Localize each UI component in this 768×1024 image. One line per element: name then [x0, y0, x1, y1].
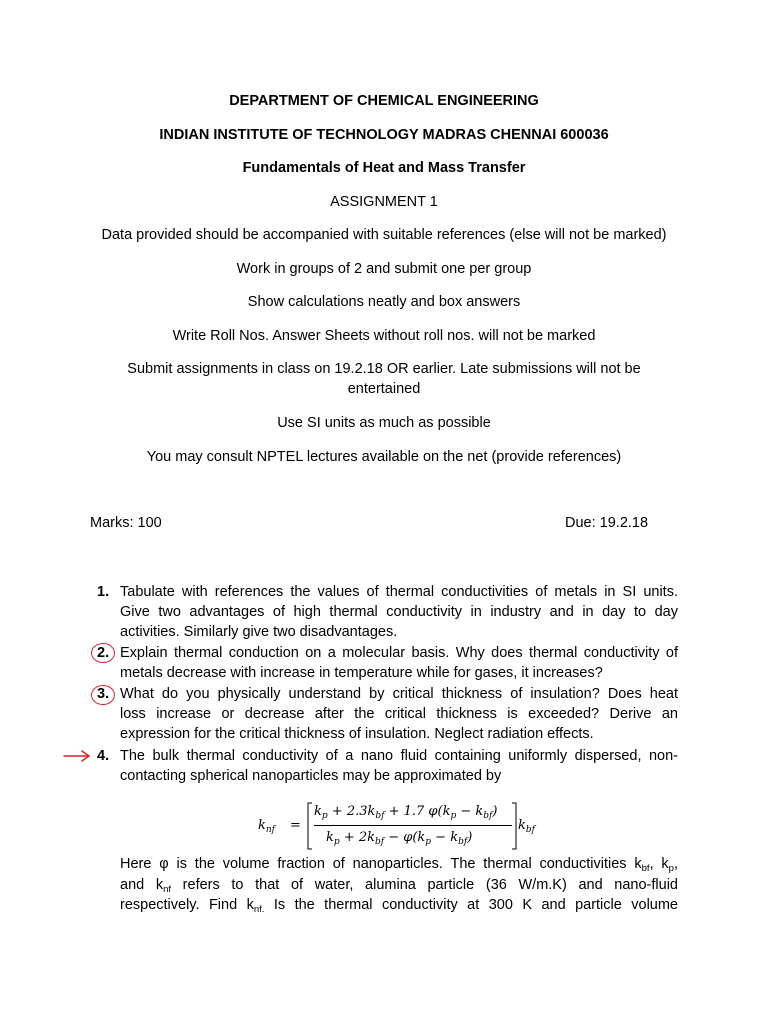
course-title: Fundamentals of Heat and Mass Transfer — [242, 160, 526, 176]
formula-lhs: $k_{nf}$ — [258, 818, 276, 835]
institute-title: INDIAN INSTITUTE OF TECHNOLOGY MADRAS CHENNAI 600036 — [159, 127, 609, 143]
question-2-line-2: metals decrease with increase in temperature while for gases, it increases? — [120, 665, 603, 681]
question-2-number: 2. — [97, 645, 110, 661]
instruction-references: Data provided should be accompanied with suitable references (else will not be marked) — [101, 227, 667, 243]
question-4-line-5: respectively. Find $k_{nf.}$ Is the thermal conductivity at 300 K and particle volume — [120, 897, 678, 915]
marks-label: Marks: 100 — [90, 515, 162, 531]
question-3-line-1: What do you physically understand by critical thickness of insulation? Does heat — [120, 686, 678, 702]
formula-factor: $k_{bf}$ — [518, 818, 535, 835]
department-title: DEPARTMENT OF CHEMICAL ENGINEERING — [229, 93, 539, 109]
instruction-groups: Work in groups of 2 and submit one per group — [236, 261, 532, 277]
red-arrow-icon — [62, 748, 92, 764]
formula-equals: = — [290, 818, 301, 833]
formula-denominator: $k_p + 2k_{bf} - \varphi(k_p - k_{bf})$ — [326, 830, 473, 847]
question-3-line-2: loss increase or decrease after the critical thickness is exceeded? Derive an — [120, 706, 678, 722]
question-3-line-3: expression for the critical thickness of insulation. Neglect radiation effects. — [120, 726, 594, 742]
assignment-title: ASSIGNMENT 1 — [330, 194, 438, 210]
question-3-number: 3. — [97, 686, 110, 702]
formula-right-bracket — [510, 802, 518, 850]
question-1-line-2: Give two advantages of high thermal conductivity in industry and in day to day — [120, 604, 678, 620]
question-2-line-1: Explain thermal conduction on a molecular basis. Why does thermal conductivity of — [120, 645, 678, 661]
formula-fraction-bar — [314, 825, 512, 826]
question-1-line-1: Tabulate with references the values of thermal conductivities of metals in SI units. — [120, 584, 678, 600]
instruction-calculations: Show calculations neatly and box answers — [247, 294, 521, 310]
question-4-line-4: and $k_{nf}$ refers to that of water, alumina particle (36 W/m.K) and nano-fluid — [120, 877, 678, 895]
instruction-submit-line-1: Submit assignments in class on 19.2.18 OR earlier. Late submissions will not be — [127, 361, 641, 377]
question-1-line-3: activities. Similarly give two disadvantages. — [120, 624, 398, 640]
thermal-conductivity-formula — [258, 802, 558, 852]
question-4-line-1: The bulk thermal conductivity of a nano fluid containing uniformly dispersed, non- — [120, 748, 678, 764]
question-1-number: 1. — [97, 584, 110, 600]
question-4-number: 4. — [97, 748, 110, 764]
instruction-roll-nos: Write Roll Nos. Answer Sheets without roll nos. will not be marked — [172, 328, 596, 344]
question-4-line-3: Here φ is the volume fraction of nanoparticles. The thermal conductivities $k_{bf}$, $k_p$, — [120, 856, 678, 874]
formula-left-bracket — [306, 802, 314, 850]
question-4-line-2: contacting spherical nanoparticles may be approximated by — [120, 768, 502, 784]
instruction-submit-line-2: entertained — [347, 381, 421, 397]
instruction-si-units: Use SI units as much as possible — [277, 415, 491, 431]
instruction-nptel: You may consult NPTEL lectures available on the net (provide references) — [146, 449, 622, 465]
formula-numerator: $k_p + 2.3k_{bf} + 1.7$ $\varphi(k_p - k_{bf})$ — [314, 804, 498, 821]
due-label: Due: 19.2.18 — [565, 515, 649, 531]
